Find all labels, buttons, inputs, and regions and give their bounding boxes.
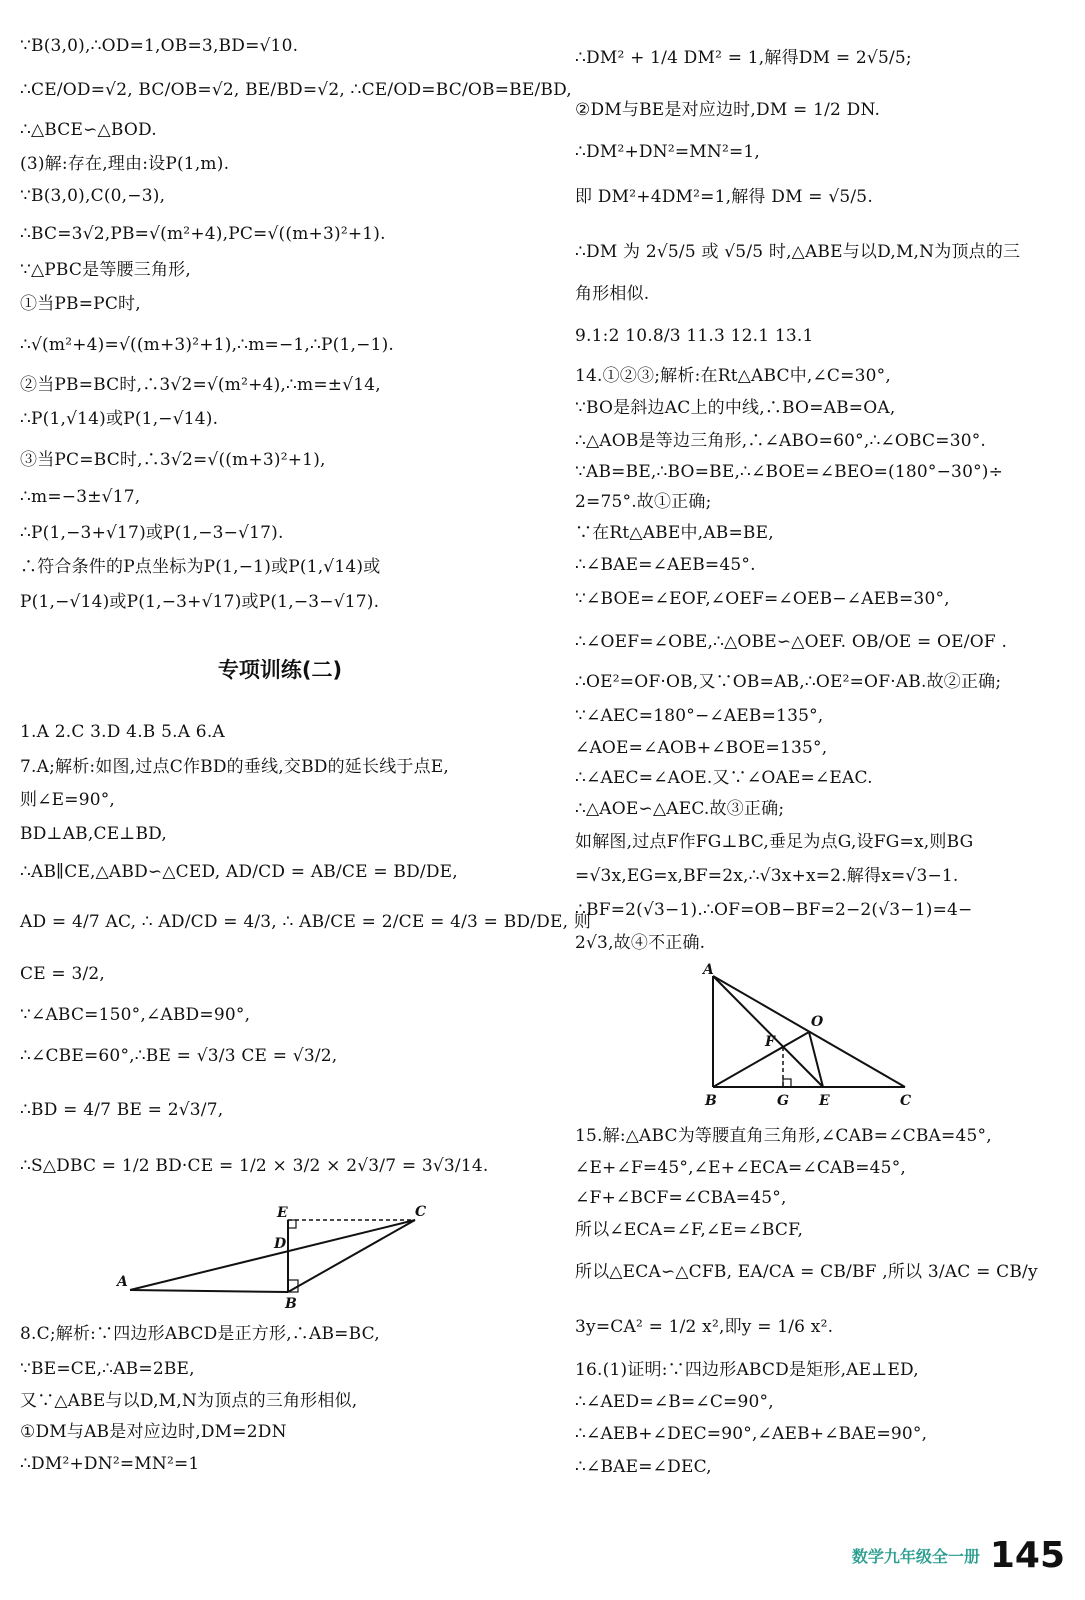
text-line: 8.C;解析:∵四边形ABCD是正方形,∴AB=BC,: [20, 1324, 380, 1344]
text-line: 所以△ECA∽△CFB, EA/CA = CB/BF ,所以 3/AC = CB/y: [575, 1262, 1038, 1282]
label-E: E: [819, 1093, 830, 1109]
text-line: ∴∠AEB+∠DEC=90°,∠AEB+∠BAE=90°,: [575, 1424, 928, 1444]
text-line: ①当PB=PC时,: [20, 294, 141, 314]
text-line: 如解图,过点F作FG⊥BC,垂足为点G,设FG=x,则BG: [575, 832, 974, 852]
label-O: O: [811, 1014, 824, 1030]
book-title: 数学九年级全一册: [851, 1547, 980, 1566]
text-line: ∴CE/OD=√2, BC/OB=√2, BE/BD=√2, ∴CE/OD=BC/OB=BE/BD,: [20, 80, 572, 100]
text-line: ∴P(1,√14)或P(1,−√14).: [20, 409, 219, 429]
text-line: ③当PC=BC时,∴3√2=√((m+3)²+1),: [20, 450, 326, 470]
text-line: ②DM与BE是对应边时,DM = 1/2 DN.: [575, 100, 881, 120]
text-line: ∴△AOE∽△AEC.故③正确;: [575, 799, 785, 819]
text-line: ∴△AOB是等边三角形,∴∠ABO=60°,∴∠OBC=30°.: [575, 431, 987, 451]
text-line: ∴S△DBC = 1/2 BD·CE = 1/2 × 3/2 × 2√3/7 = 3√3/14.: [20, 1156, 489, 1176]
text-line: ①DM与AB是对应边时,DM=2DN: [20, 1422, 287, 1442]
label-G: G: [777, 1093, 789, 1109]
section-title: 专项训练(二): [217, 658, 343, 682]
text-line: ∴DM²+DN²=MN²=1,: [575, 142, 761, 162]
text-line: 7.A;解析:如图,过点C作BD的垂线,交BD的延长线于点E,: [20, 757, 450, 777]
text-line: ∴AB∥CE,△ABD∽△CED, AD/CD = AB/CE = BD/DE,: [20, 862, 458, 882]
text-line: 即 DM²+4DM²=1,解得 DM = √5/5.: [575, 187, 873, 207]
label-B: B: [285, 1296, 297, 1312]
label-A: A: [117, 1274, 128, 1290]
text-line: ∴DM²+DN²=MN²=1: [20, 1454, 200, 1474]
text-line: 2√3,故④不正确.: [575, 933, 706, 953]
text-line: ∠AOE=∠AOB+∠BOE=135°,: [575, 738, 828, 758]
text-line: 所以∠ECA=∠F,∠E=∠BCF,: [575, 1220, 804, 1240]
text-line: 9.1:2 10.8/3 11.3 12.1 13.1: [575, 326, 814, 346]
text-line: ∴BC=3√2,PB=√(m²+4),PC=√((m+3)²+1).: [20, 224, 386, 244]
label-C: C: [415, 1204, 427, 1220]
text-line: 2=75°.故①正确;: [575, 492, 712, 512]
text-line: ∵在Rt△ABE中,AB=BE,: [575, 523, 774, 543]
text-line: ∴∠BAE=∠DEC,: [575, 1457, 712, 1477]
label-E: E: [277, 1205, 288, 1221]
text-line: 1.A 2.C 3.D 4.B 5.A 6.A: [20, 722, 225, 742]
text-line: 14.①②③;解析:在Rt△ABC中,∠C=30°,: [575, 366, 891, 386]
text-line: ∴√(m²+4)=√((m+3)²+1),∴m=−1,∴P(1,−1).: [20, 335, 395, 355]
text-line: AD = 4/7 AC, ∴ AD/CD = 4/3, ∴ AB/CE = 2/CE = 4/3 = BD/DE, 则: [20, 912, 592, 932]
text-line: ∴∠BAE=∠AEB=45°.: [575, 555, 756, 575]
text-line: ∴∠AED=∠B=∠C=90°,: [575, 1392, 774, 1412]
text-line: ∴DM 为 2√5/5 或 √5/5 时,△ABE与以D,M,N为顶点的三: [575, 242, 1021, 262]
page-footer: [852, 1535, 1065, 1576]
label-A: A: [703, 962, 714, 978]
text-line: CE = 3/2,: [20, 964, 106, 984]
text-line: 15.解:△ABC为等腰直角三角形,∠CAB=∠CBA=45°,: [575, 1126, 992, 1146]
text-line: ∴∠CBE=60°,∴BE = √3/3 CE = √3/2,: [20, 1046, 338, 1066]
text-line: P(1,−√14)或P(1,−3+√17)或P(1,−3−√17).: [20, 592, 380, 612]
text-line: ∴OE²=OF·OB,又∵OB=AB,∴OE²=OF·AB.故②正确;: [575, 672, 1002, 692]
text-line: ∴BF=2(√3−1).∴OF=OB−BF=2−2(√3−1)=4−: [575, 900, 973, 920]
label-D: D: [274, 1236, 287, 1252]
text-line: ②当PB=BC时,∴3√2=√(m²+4),∴m=±√14,: [20, 375, 381, 395]
text-line: ∴m=−3±√17,: [20, 487, 141, 507]
text-line: ∴BD = 4/7 BE = 2√3/7,: [20, 1100, 224, 1120]
triangle-figure-q7: [115, 1200, 445, 1312]
text-line: 又∵△ABE与以D,M,N为顶点的三角形相似,: [20, 1391, 358, 1411]
text-line: ∴符合条件的P点坐标为P(1,−1)或P(1,√14)或: [20, 557, 381, 577]
text-line: (3)解:存在,理由:设P(1,m).: [20, 154, 230, 174]
text-line: ∴DM² + 1/4 DM² = 1,解得DM = 2√5/5;: [575, 48, 912, 68]
page-number: 145: [989, 1535, 1065, 1576]
label-C: C: [900, 1093, 912, 1109]
text-line: ∠E+∠F=45°,∠E+∠ECA=∠CAB=45°,: [575, 1158, 906, 1178]
triangle-figure-q14: [695, 962, 925, 1112]
text-line: ∵B(3,0),∴OD=1,OB=3,BD=√10.: [20, 36, 299, 56]
text-line: ∠F+∠BCF=∠CBA=45°,: [575, 1188, 787, 1208]
label-B: B: [705, 1093, 717, 1109]
text-line: 角形相似.: [575, 284, 650, 304]
text-line: ∴∠AEC=∠AOE.又∵∠OAE=∠EAC.: [575, 768, 873, 788]
text-line: ∵∠ABC=150°,∠ABD=90°,: [20, 1005, 251, 1025]
text-line: BD⊥AB,CE⊥BD,: [20, 824, 168, 844]
text-line: ∴P(1,−3+√17)或P(1,−3−√17).: [20, 523, 284, 543]
text-line: ∴∠OEF=∠OBE,∴△OBE∽△OEF. OB/OE = OE/OF .: [575, 632, 1008, 652]
label-F: F: [765, 1034, 775, 1050]
text-line: ∵∠BOE=∠EOF,∠OEF=∠OEB−∠AEB=30°,: [575, 589, 950, 609]
text-line: 3y=CA² = 1/2 x²,即y = 1/6 x².: [575, 1317, 834, 1337]
text-line: =√3x,EG=x,BF=2x,∴√3x+x=2.解得x=√3−1.: [575, 866, 959, 886]
text-line: ∵BO是斜边AC上的中线,∴BO=AB=OA,: [575, 398, 896, 418]
text-line: ∵BE=CE,∴AB=2BE,: [20, 1359, 195, 1379]
text-line: 16.(1)证明:∵四边形ABCD是矩形,AE⊥ED,: [575, 1360, 919, 1380]
text-line: 则∠E=90°,: [20, 790, 116, 810]
text-line: ∵∠AEC=180°−∠AEB=135°,: [575, 706, 824, 726]
text-line: ∵△PBC是等腰三角形,: [20, 260, 191, 280]
text-line: ∴△BCE∽△BOD.: [20, 120, 157, 140]
text-line: ∵B(3,0),C(0,−3),: [20, 186, 166, 206]
text-line: ∵AB=BE,∴BO=BE,∴∠BOE=∠BEO=(180°−30°)÷: [575, 462, 1004, 482]
